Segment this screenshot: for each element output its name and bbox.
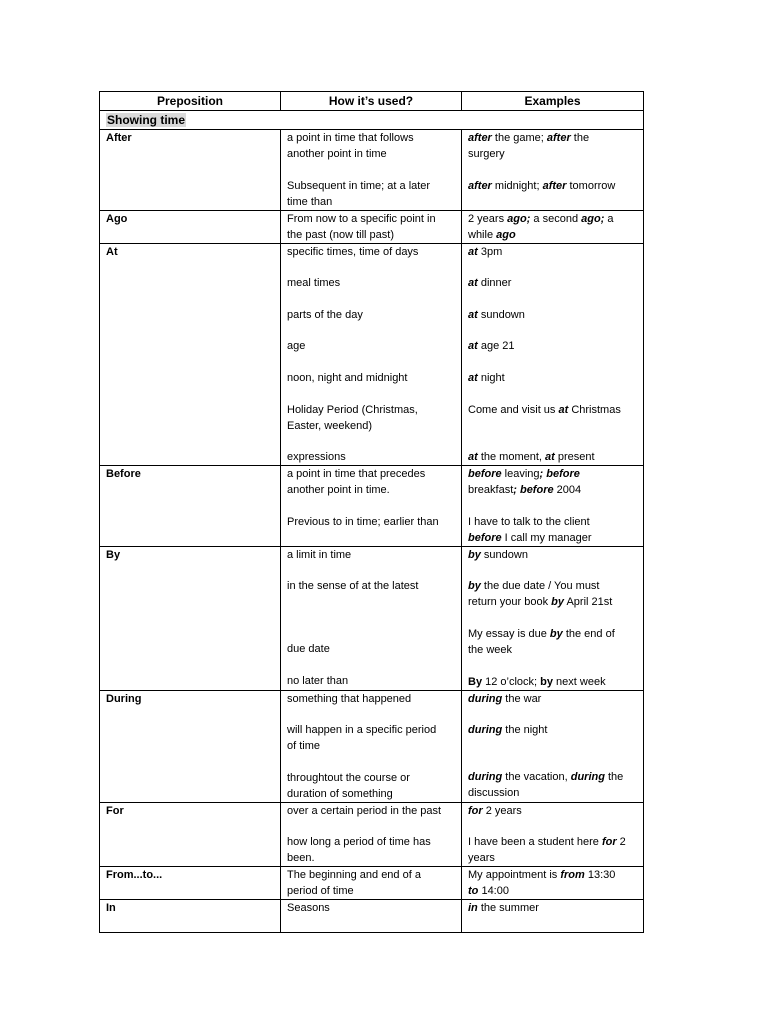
- preposition-emphasis: by: [540, 675, 553, 688]
- preposition-label: After: [106, 132, 132, 144]
- usage-text: age: [287, 340, 306, 353]
- preposition-cell: [100, 130, 281, 211]
- example-line: [468, 691, 637, 707]
- blank-line: [468, 260, 637, 276]
- examples-cell: [462, 546, 644, 690]
- example-text: next week: [553, 675, 606, 688]
- blank-line: [287, 626, 455, 642]
- example-line: [468, 547, 637, 563]
- examples-cell: [462, 900, 644, 933]
- preposition-emphasis: at: [468, 308, 478, 321]
- preposition-cell: [100, 900, 281, 933]
- blank-line: [468, 354, 637, 370]
- prepositions-table: [99, 91, 644, 933]
- blank-line: [468, 563, 637, 579]
- preposition-emphasis: ; before: [513, 484, 554, 497]
- preposition-emphasis: before: [468, 531, 502, 544]
- example-line: [468, 211, 637, 227]
- example-text: return your book: [468, 596, 552, 609]
- blank-line: [468, 498, 637, 514]
- usage-cell: [281, 466, 462, 547]
- blank-line: [287, 434, 455, 450]
- table-row: [100, 900, 644, 933]
- preposition-emphasis: at: [468, 371, 478, 384]
- example-line: [468, 722, 637, 738]
- usage-text: noon, night and midnight: [287, 371, 408, 384]
- table-row: [100, 867, 644, 900]
- blank-line: [287, 354, 455, 370]
- example-line: [468, 578, 637, 594]
- blank-line: [287, 916, 455, 932]
- usage-text: From now to a specific point in: [287, 212, 436, 225]
- usage-text: time than: [287, 195, 333, 208]
- example-text: I have to talk to the client: [468, 515, 590, 528]
- example-text: sundown: [477, 308, 525, 321]
- preposition-emphasis: from: [560, 869, 585, 882]
- blank-line: [287, 707, 455, 723]
- blank-line: [468, 819, 637, 835]
- example-text: years: [468, 852, 495, 865]
- preposition-cell: [100, 802, 281, 867]
- preposition-emphasis: By: [468, 675, 483, 688]
- usage-text: Previous to in time; earlier than: [287, 515, 439, 528]
- header-preposition: Preposition: [100, 92, 281, 111]
- preposition-emphasis: at: [545, 450, 555, 463]
- preposition-cell: [100, 466, 281, 547]
- header-how-used: How it’s used?: [281, 92, 462, 111]
- usage-text: period of time: [287, 885, 354, 898]
- preposition-emphasis: during: [468, 692, 503, 705]
- blank-line: [287, 162, 455, 178]
- usage-text: how long a period of time has: [287, 836, 431, 849]
- example-text: 2004: [553, 484, 582, 497]
- preposition-label: From...to...: [106, 869, 163, 882]
- preposition-emphasis: after: [468, 132, 492, 144]
- preposition-emphasis: by: [468, 548, 481, 561]
- usage-text: a point in time that precedes: [287, 468, 426, 481]
- example-line: [468, 867, 637, 883]
- usage-text: specific times, time of days: [287, 245, 419, 258]
- example-line: [468, 883, 637, 899]
- example-text: the vacation,: [502, 771, 571, 784]
- usage-text: no later than: [287, 674, 349, 687]
- blank-line: [468, 610, 637, 626]
- preposition-emphasis: ago: [496, 228, 516, 241]
- preposition-emphasis: ago;: [581, 212, 605, 225]
- preposition-emphasis: during: [468, 724, 503, 737]
- section-title: Showing time: [107, 113, 185, 127]
- preposition-cell: [100, 210, 281, 243]
- example-line: [468, 482, 637, 498]
- blank-line: [468, 386, 637, 402]
- usage-text: The beginning and end of a: [287, 869, 421, 882]
- example-text: Christmas: [568, 403, 621, 416]
- example-text: the war: [502, 692, 542, 705]
- preposition-emphasis: in: [468, 902, 478, 915]
- usage-text: the past (now till past): [287, 228, 394, 241]
- example-line: [468, 769, 637, 785]
- example-text: present: [554, 450, 595, 463]
- blank-line: [287, 323, 455, 339]
- usage-text: meal times: [287, 277, 341, 290]
- blank-line: [468, 916, 637, 932]
- example-line: [468, 178, 637, 194]
- header-examples: Examples: [462, 92, 644, 111]
- preposition-cell: [100, 243, 281, 466]
- example-text: 14:00: [478, 885, 509, 898]
- example-text: My appointment is: [468, 869, 561, 882]
- example-text: 3pm: [477, 245, 503, 258]
- usage-text: something that happened: [287, 692, 412, 705]
- preposition-emphasis: during: [570, 771, 605, 784]
- examples-cell: [462, 802, 644, 867]
- example-line: [468, 834, 637, 850]
- blank-line: [287, 610, 455, 626]
- example-text: Come and visit us: [468, 403, 559, 416]
- blank-line: [468, 707, 637, 723]
- example-text: the moment,: [477, 450, 546, 463]
- usage-text: another point in time.: [287, 484, 390, 497]
- usage-text: over a certain period in the past: [287, 804, 442, 817]
- blank-line: [287, 594, 455, 610]
- preposition-emphasis: to: [468, 885, 479, 898]
- example-text: dinner: [477, 277, 512, 290]
- blank-line: [287, 498, 455, 514]
- preposition-emphasis: after: [542, 179, 567, 192]
- example-text: the week: [468, 643, 513, 656]
- usage-text: Seasons: [287, 902, 330, 915]
- example-line: [468, 338, 637, 354]
- usage-cell: [281, 802, 462, 867]
- table-row: [100, 546, 644, 690]
- preposition-label: Ago: [106, 212, 128, 225]
- example-line: [468, 244, 637, 260]
- preposition-label: In: [106, 902, 116, 915]
- usage-text: been.: [287, 852, 315, 865]
- usage-text: a point in time that follows: [287, 132, 414, 144]
- preposition-label: During: [106, 692, 142, 705]
- example-text: the end of: [562, 627, 615, 640]
- usage-text: expressions: [287, 451, 346, 464]
- preposition-emphasis: for: [601, 836, 617, 849]
- example-line: [468, 850, 637, 866]
- example-line: [468, 642, 637, 658]
- example-text: the summer: [477, 902, 539, 915]
- example-line: [468, 275, 637, 291]
- preposition-emphasis: by: [549, 627, 563, 640]
- blank-line: [468, 658, 637, 674]
- example-text: a second: [530, 212, 582, 225]
- example-line: [468, 402, 637, 418]
- example-text: sundown: [480, 548, 528, 561]
- example-text: I have been a student here: [468, 836, 602, 849]
- blank-line: [287, 260, 455, 276]
- blank-line: [468, 162, 637, 178]
- preposition-emphasis: at: [468, 450, 478, 463]
- blank-line: [468, 754, 637, 770]
- preposition-emphasis: by: [551, 596, 564, 609]
- preposition-emphasis: at: [558, 403, 569, 416]
- example-text: I call my manager: [501, 531, 592, 544]
- example-text: 2 years: [482, 804, 522, 817]
- blank-line: [106, 916, 274, 932]
- examples-cell: [462, 243, 644, 466]
- example-text: discussion: [468, 787, 520, 800]
- preposition-emphasis: by: [468, 580, 481, 593]
- blank-line: [287, 291, 455, 307]
- table-row: [100, 466, 644, 547]
- example-text: midnight;: [491, 179, 543, 192]
- blank-line: [287, 819, 455, 835]
- example-text: breakfast: [468, 484, 514, 497]
- blank-line: [287, 657, 455, 673]
- preposition-emphasis: ; before: [539, 468, 580, 481]
- example-line: [468, 307, 637, 323]
- section-row: [100, 111, 644, 130]
- example-line: [468, 514, 637, 530]
- example-text: while: [468, 228, 497, 241]
- example-text: April 21st: [564, 596, 613, 609]
- example-line: [468, 449, 637, 465]
- blank-line: [468, 323, 637, 339]
- example-text: the game;: [491, 132, 547, 144]
- example-text: 13:30: [584, 869, 616, 882]
- example-line: [468, 594, 637, 610]
- preposition-label: At: [106, 245, 118, 258]
- example-line: [468, 227, 637, 243]
- example-text: 2 years: [468, 212, 508, 225]
- example-text: tomorrow: [566, 179, 616, 192]
- usage-text: another point in time: [287, 148, 387, 160]
- table-row: [100, 210, 644, 243]
- preposition-emphasis: after: [468, 179, 492, 192]
- preposition-label: By: [106, 548, 121, 561]
- example-text: age 21: [477, 340, 515, 353]
- usage-cell: [281, 690, 462, 802]
- usage-text: a limit in time: [287, 548, 352, 561]
- usage-cell: [281, 867, 462, 900]
- table-row: [100, 802, 644, 867]
- example-text: surgery: [468, 148, 505, 160]
- example-text: the due date / You must: [480, 580, 600, 593]
- example-text: the night: [502, 724, 548, 737]
- usage-text: will happen in a specific period: [287, 724, 437, 737]
- usage-text: duration of something: [287, 787, 393, 800]
- example-line: [468, 785, 637, 801]
- usage-cell: [281, 210, 462, 243]
- example-line: [468, 803, 637, 819]
- examples-cell: [462, 130, 644, 211]
- preposition-emphasis: after: [546, 132, 571, 144]
- preposition-emphasis: before: [468, 468, 502, 481]
- example-text: My essay is due: [468, 627, 550, 640]
- usage-text: throughtout the course or: [287, 771, 410, 784]
- preposition-cell: [100, 690, 281, 802]
- usage-cell: [281, 130, 462, 211]
- example-line: [468, 130, 637, 146]
- example-line: [468, 466, 637, 482]
- preposition-emphasis: at: [468, 277, 478, 290]
- example-text: night: [477, 371, 505, 384]
- example-text: the: [570, 132, 590, 144]
- preposition-emphasis: during: [468, 771, 503, 784]
- usage-text: of time: [287, 740, 321, 753]
- usage-cell: [281, 243, 462, 466]
- usage-text: in the sense of at the latest: [287, 580, 419, 593]
- example-text: 2: [616, 836, 626, 849]
- examples-cell: [462, 867, 644, 900]
- blank-line: [468, 418, 637, 434]
- example-line: [468, 146, 637, 162]
- example-text: leaving: [501, 468, 540, 481]
- usage-text: due date: [287, 643, 330, 656]
- example-line: [468, 900, 637, 916]
- example-line: [468, 370, 637, 386]
- example-text: 12 o’clock;: [482, 675, 541, 688]
- example-line: [468, 530, 637, 546]
- examples-cell: [462, 690, 644, 802]
- usage-text: Easter, weekend): [287, 419, 372, 432]
- table-header-row: [100, 92, 644, 111]
- usage-cell: [281, 546, 462, 690]
- blank-line: [468, 291, 637, 307]
- example-text: a: [604, 212, 614, 225]
- preposition-emphasis: at: [468, 340, 478, 353]
- preposition-emphasis: ago;: [507, 212, 531, 225]
- blank-line: [468, 738, 637, 754]
- examples-cell: [462, 466, 644, 547]
- example-line: [468, 674, 637, 690]
- usage-text: Holiday Period (Christmas,: [287, 403, 418, 416]
- example-line: [468, 626, 637, 642]
- blank-line: [287, 754, 455, 770]
- blank-line: [468, 433, 637, 449]
- table-row: [100, 243, 644, 466]
- preposition-emphasis: for: [468, 804, 483, 817]
- preposition-cell: [100, 867, 281, 900]
- table-row: [100, 130, 644, 211]
- blank-line: [287, 386, 455, 402]
- preposition-label: For: [106, 804, 124, 817]
- examples-cell: [462, 210, 644, 243]
- usage-text: Subsequent in time; at a later: [287, 179, 431, 192]
- usage-text: parts of the day: [287, 308, 363, 321]
- usage-cell: [281, 900, 462, 933]
- preposition-emphasis: at: [468, 245, 478, 258]
- blank-line: [287, 563, 455, 579]
- table-row: [100, 690, 644, 802]
- preposition-label: Before: [106, 468, 141, 481]
- example-text: the: [604, 771, 624, 784]
- preposition-cell: [100, 546, 281, 690]
